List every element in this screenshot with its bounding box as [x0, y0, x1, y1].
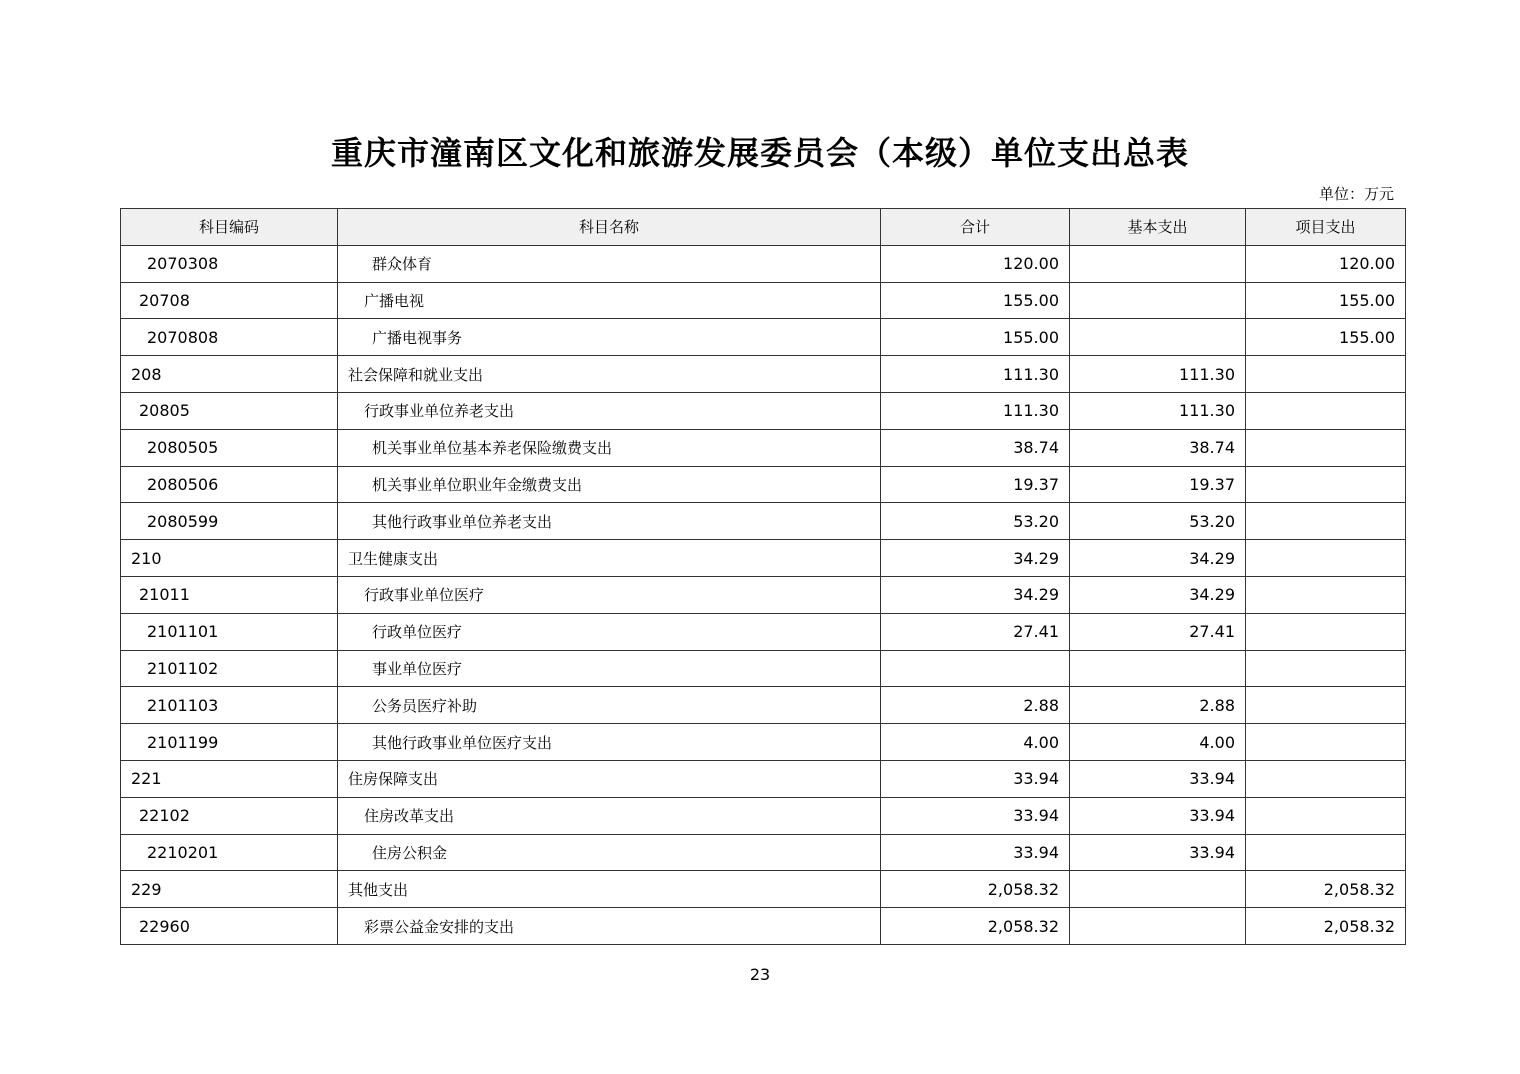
cell-name: 广播电视事务 — [338, 319, 881, 356]
cell-project — [1246, 760, 1406, 797]
cell-name: 社会保障和就业支出 — [338, 356, 881, 393]
cell-name: 卫生健康支出 — [338, 540, 881, 577]
cell-code: 2101199 — [121, 724, 338, 761]
cell-name: 住房保障支出 — [338, 760, 881, 797]
cell-name: 其他支出 — [338, 871, 881, 908]
cell-name: 行政事业单位养老支出 — [338, 392, 881, 429]
cell-name: 机关事业单位基本养老保险缴费支出 — [338, 429, 881, 466]
cell-project: 155.00 — [1246, 282, 1406, 319]
cell-total: 34.29 — [881, 576, 1070, 613]
cell-total: 2,058.32 — [881, 908, 1070, 945]
cell-basic: 111.30 — [1070, 356, 1246, 393]
cell-basic: 4.00 — [1070, 724, 1246, 761]
cell-name: 彩票公益金安排的支出 — [338, 908, 881, 945]
table-row — [121, 834, 1406, 871]
cell-code: 20708 — [121, 282, 338, 319]
cell-name: 群众体育 — [338, 245, 881, 282]
table-header-row — [121, 209, 1406, 246]
cell-name: 其他行政事业单位医疗支出 — [338, 724, 881, 761]
cell-project — [1246, 613, 1406, 650]
column-header-basic: 基本支出 — [1070, 209, 1246, 246]
cell-total: 4.00 — [881, 724, 1070, 761]
cell-basic: 34.29 — [1070, 540, 1246, 577]
expenditure-table — [120, 208, 1406, 945]
cell-total: 33.94 — [881, 834, 1070, 871]
cell-basic: 33.94 — [1070, 797, 1246, 834]
cell-code: 2080506 — [121, 466, 338, 503]
cell-project: 155.00 — [1246, 319, 1406, 356]
cell-total: 155.00 — [881, 282, 1070, 319]
cell-code: 210 — [121, 540, 338, 577]
cell-total — [881, 650, 1070, 687]
table-row — [121, 871, 1406, 908]
cell-code: 2080505 — [121, 429, 338, 466]
cell-project — [1246, 429, 1406, 466]
column-header-project: 项目支出 — [1246, 209, 1406, 246]
table-row — [121, 724, 1406, 761]
cell-code: 22960 — [121, 908, 338, 945]
cell-name: 住房改革支出 — [338, 797, 881, 834]
table-row — [121, 245, 1406, 282]
cell-total: 2.88 — [881, 687, 1070, 724]
cell-basic — [1070, 319, 1246, 356]
column-header-name: 科目名称 — [338, 209, 881, 246]
cell-total: 111.30 — [881, 356, 1070, 393]
cell-basic — [1070, 871, 1246, 908]
cell-project — [1246, 687, 1406, 724]
cell-total: 33.94 — [881, 760, 1070, 797]
table-row — [121, 356, 1406, 393]
cell-project — [1246, 356, 1406, 393]
cell-basic: 2.88 — [1070, 687, 1246, 724]
cell-project: 2,058.32 — [1246, 908, 1406, 945]
cell-name: 公务员医疗补助 — [338, 687, 881, 724]
table-row — [121, 540, 1406, 577]
cell-name: 其他行政事业单位养老支出 — [338, 503, 881, 540]
cell-total: 38.74 — [881, 429, 1070, 466]
table-row — [121, 613, 1406, 650]
unit-label: 单位：万元 — [1318, 185, 1394, 203]
cell-basic: 34.29 — [1070, 576, 1246, 613]
cell-total: 2,058.32 — [881, 871, 1070, 908]
cell-code: 2080599 — [121, 503, 338, 540]
cell-code: 221 — [121, 760, 338, 797]
cell-basic: 111.30 — [1070, 392, 1246, 429]
cell-name: 机关事业单位职业年金缴费支出 — [338, 466, 881, 503]
cell-name: 广播电视 — [338, 282, 881, 319]
table-row — [121, 576, 1406, 613]
cell-code: 2070808 — [121, 319, 338, 356]
cell-total: 120.00 — [881, 245, 1070, 282]
cell-total: 34.29 — [881, 540, 1070, 577]
cell-code: 22102 — [121, 797, 338, 834]
cell-project — [1246, 392, 1406, 429]
cell-code: 2070308 — [121, 245, 338, 282]
cell-code: 2101101 — [121, 613, 338, 650]
table-row — [121, 760, 1406, 797]
table-row — [121, 908, 1406, 945]
cell-project — [1246, 834, 1406, 871]
table-row — [121, 466, 1406, 503]
cell-basic: 53.20 — [1070, 503, 1246, 540]
cell-project — [1246, 797, 1406, 834]
column-header-code: 科目编码 — [121, 209, 338, 246]
cell-code: 229 — [121, 871, 338, 908]
cell-basic: 33.94 — [1070, 834, 1246, 871]
cell-basic: 38.74 — [1070, 429, 1246, 466]
cell-project — [1246, 724, 1406, 761]
cell-total: 19.37 — [881, 466, 1070, 503]
cell-basic — [1070, 650, 1246, 687]
table-row — [121, 797, 1406, 834]
table-row — [121, 319, 1406, 356]
cell-total: 111.30 — [881, 392, 1070, 429]
cell-basic: 19.37 — [1070, 466, 1246, 503]
cell-name: 住房公积金 — [338, 834, 881, 871]
page-title: 重庆市潼南区文化和旅游发展委员会（本级）单位支出总表 — [330, 134, 1189, 172]
page-number: 23 — [749, 965, 771, 984]
cell-name: 行政事业单位医疗 — [338, 576, 881, 613]
cell-code: 208 — [121, 356, 338, 393]
cell-total: 27.41 — [881, 613, 1070, 650]
cell-project — [1246, 503, 1406, 540]
cell-project — [1246, 576, 1406, 613]
cell-basic: 27.41 — [1070, 613, 1246, 650]
cell-basic — [1070, 282, 1246, 319]
cell-basic — [1070, 245, 1246, 282]
cell-project — [1246, 540, 1406, 577]
table-row — [121, 503, 1406, 540]
cell-total: 33.94 — [881, 797, 1070, 834]
column-header-total: 合计 — [881, 209, 1070, 246]
cell-basic — [1070, 908, 1246, 945]
cell-basic: 33.94 — [1070, 760, 1246, 797]
cell-total: 53.20 — [881, 503, 1070, 540]
cell-code: 2210201 — [121, 834, 338, 871]
table-row — [121, 687, 1406, 724]
table-row — [121, 392, 1406, 429]
cell-code: 20805 — [121, 392, 338, 429]
cell-project — [1246, 466, 1406, 503]
cell-code: 2101103 — [121, 687, 338, 724]
cell-project: 2,058.32 — [1246, 871, 1406, 908]
table-row — [121, 282, 1406, 319]
cell-name: 事业单位医疗 — [338, 650, 881, 687]
table-row — [121, 429, 1406, 466]
cell-project: 120.00 — [1246, 245, 1406, 282]
cell-code: 2101102 — [121, 650, 338, 687]
table-row — [121, 650, 1406, 687]
cell-project — [1246, 650, 1406, 687]
cell-name: 行政单位医疗 — [338, 613, 881, 650]
table-body — [121, 245, 1406, 944]
cell-total: 155.00 — [881, 319, 1070, 356]
cell-code: 21011 — [121, 576, 338, 613]
